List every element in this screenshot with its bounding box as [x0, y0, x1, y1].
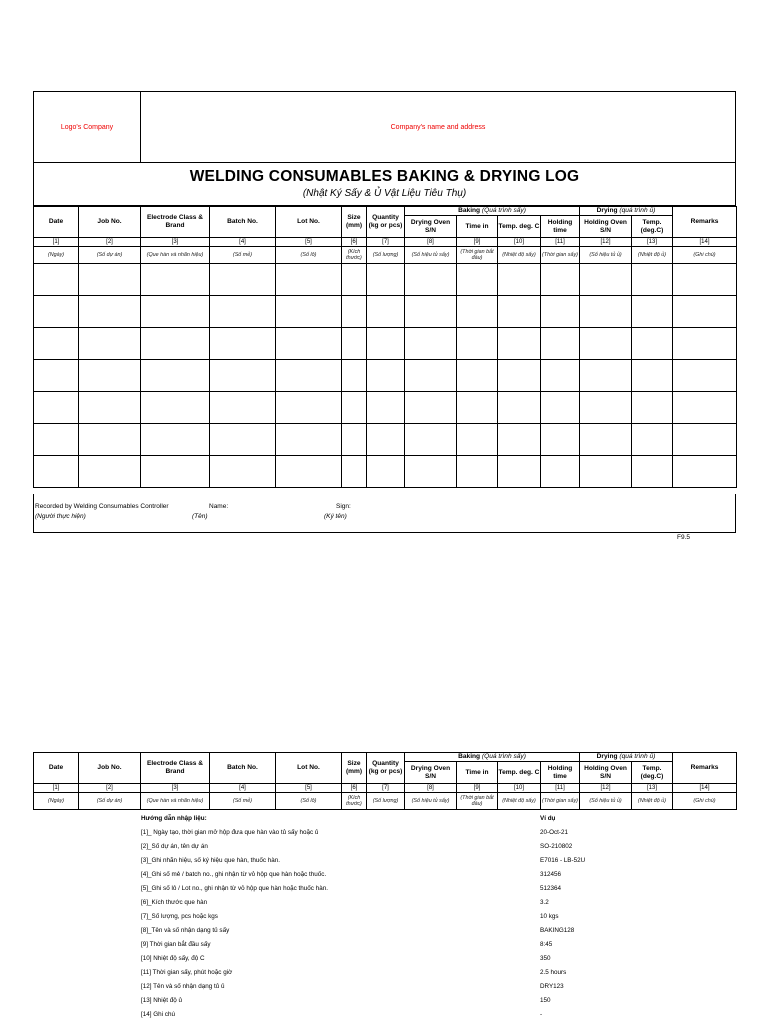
- column-number-row: [34, 784, 737, 793]
- guide-desc: [5]_Ghi số lô / Lot no., ghi nhận từ vỏ hộp que hàn hoặc thuốc hàn.: [141, 885, 328, 892]
- col-batch-no: Batch No.: [210, 207, 276, 238]
- col-number: [7]: [367, 784, 405, 793]
- col-number: [4]: [210, 238, 276, 247]
- reference-table: [33, 752, 737, 810]
- table-cell[interactable]: [141, 392, 210, 424]
- guide-desc: [14] Ghi chú: [141, 1011, 175, 1018]
- table-cell[interactable]: [34, 264, 79, 296]
- col-vn-label: (Số dự án): [79, 247, 141, 264]
- form-subtitle: (Nhật Ký Sấy & Ủ Vật Liệu Tiêu Thụ): [302, 188, 467, 199]
- table-row: [34, 296, 737, 328]
- col-vn-label: (Số lượng): [367, 793, 405, 810]
- table-cell[interactable]: [580, 456, 632, 488]
- group-drying-vn: (quá trình ủ): [619, 753, 656, 760]
- table-cell[interactable]: [276, 360, 342, 392]
- table-cell[interactable]: [457, 328, 498, 360]
- col-vn-label: (Ngày): [34, 793, 79, 810]
- table-cell[interactable]: [580, 392, 632, 424]
- group-drying-vn: (quá trình ủ): [619, 207, 656, 214]
- table-cell[interactable]: [367, 424, 405, 456]
- col-lot-no: Lot No.: [276, 207, 342, 238]
- col-number: [5]: [276, 784, 342, 793]
- recorded-by-label: Recorded by Welding Consumables Controller: [35, 503, 169, 510]
- table-cell[interactable]: [79, 456, 141, 488]
- col-vn-label: (Số hiệu tủ ủ): [580, 247, 632, 264]
- table-cell[interactable]: [141, 296, 210, 328]
- vietnamese-label-row: [34, 793, 737, 810]
- guide-desc: [10] Nhiệt độ sấy, độ C: [141, 955, 205, 962]
- col-vn-label: (Thời gian bắt đầu): [457, 247, 498, 264]
- table-cell[interactable]: [541, 392, 580, 424]
- guide-desc: [3]_Ghi nhãn hiệu, số ký hiệu que hàn, thuốc hàn.: [141, 857, 280, 864]
- col-job-no: Job No.: [79, 753, 141, 784]
- table-cell[interactable]: [141, 456, 210, 488]
- table-cell[interactable]: [632, 392, 673, 424]
- col-drying-oven: Drying Oven S/N: [405, 762, 457, 784]
- table-cell[interactable]: [276, 328, 342, 360]
- table-cell[interactable]: [405, 456, 457, 488]
- table-cell[interactable]: [342, 328, 367, 360]
- table-cell[interactable]: [367, 392, 405, 424]
- col-temp-drying: Temp. (deg.C): [632, 762, 673, 784]
- table-cell[interactable]: [632, 456, 673, 488]
- col-vn-label: (Que hàn và nhãn hiệu): [141, 793, 210, 810]
- table-cell[interactable]: [210, 264, 276, 296]
- table-cell[interactable]: [367, 328, 405, 360]
- col-job-no: Job No.: [79, 207, 141, 238]
- table-cell[interactable]: [673, 392, 737, 424]
- table-cell[interactable]: [498, 360, 541, 392]
- table-cell[interactable]: [79, 424, 141, 456]
- table-cell[interactable]: [79, 296, 141, 328]
- guide-example: SO-210802: [540, 843, 573, 850]
- table-cell[interactable]: [632, 328, 673, 360]
- table-cell[interactable]: [673, 424, 737, 456]
- group-baking-label: Baking: [458, 207, 481, 214]
- col-number: [8]: [405, 784, 457, 793]
- col-remarks: Remarks: [673, 207, 737, 238]
- guide-desc: [7]_Số lượng, pcs hoặc kgs: [141, 913, 218, 920]
- guide-example: 150: [540, 997, 551, 1004]
- group-drying-label: Drying: [596, 753, 618, 760]
- guide-row: [33, 913, 736, 925]
- table-cell[interactable]: [457, 456, 498, 488]
- form-code: F9.5: [677, 534, 691, 541]
- guide-example: E7016 - LB-52U: [540, 857, 586, 864]
- form-title: WELDING CONSUMABLES BAKING & DRYING LOG: [189, 168, 580, 185]
- col-holding-oven: Holding Oven S/N: [580, 216, 632, 238]
- guide-desc: [13] Nhiệt độ ủ: [141, 997, 182, 1004]
- vietnamese-label-row: [34, 247, 737, 264]
- col-temp-drying: Temp. (deg.C): [632, 216, 673, 238]
- col-number: [5]: [276, 238, 342, 247]
- table-cell[interactable]: [141, 424, 210, 456]
- table-row: [34, 392, 737, 424]
- col-number: [11]: [541, 238, 580, 247]
- table-cell[interactable]: [632, 264, 673, 296]
- table-cell[interactable]: [367, 360, 405, 392]
- table-cell[interactable]: [405, 296, 457, 328]
- table-cell[interactable]: [210, 328, 276, 360]
- guide-example: 3.2: [540, 899, 549, 906]
- guide-desc: [2]_Số dự án, tên dự án: [141, 843, 208, 850]
- table-cell[interactable]: [405, 424, 457, 456]
- table-cell[interactable]: [342, 264, 367, 296]
- table-cell[interactable]: [580, 360, 632, 392]
- col-date: Date: [34, 753, 79, 784]
- table-row: [34, 456, 737, 488]
- guide-row: [33, 857, 736, 869]
- table-cell[interactable]: [276, 424, 342, 456]
- group-baking: [405, 753, 580, 762]
- table-cell[interactable]: [457, 424, 498, 456]
- col-number: [14]: [673, 784, 737, 793]
- col-number: [1]: [34, 238, 79, 247]
- table-cell[interactable]: [580, 264, 632, 296]
- col-vn-label: (Số lượng): [367, 247, 405, 264]
- column-number-row: [34, 238, 737, 247]
- table-cell[interactable]: [141, 360, 210, 392]
- col-vn-label: (Số mẻ): [210, 793, 276, 810]
- col-vn-label: (Số hiệu tủ sấy): [405, 793, 457, 810]
- guide-row: [33, 899, 736, 911]
- col-number: [8]: [405, 238, 457, 247]
- guide-row: [33, 983, 736, 995]
- col-remarks: Remarks: [673, 753, 737, 784]
- col-number: [10]: [498, 784, 541, 793]
- col-quantity: Quantity (kg or pcs): [367, 753, 405, 784]
- guide-row: [33, 871, 736, 883]
- col-drying-oven: Drying Oven S/N: [405, 216, 457, 238]
- table-cell[interactable]: [457, 392, 498, 424]
- guide-row: [33, 843, 736, 855]
- table-cell[interactable]: [498, 328, 541, 360]
- table-cell[interactable]: [34, 456, 79, 488]
- guide-example: -: [540, 1011, 543, 1018]
- col-vn-label: (Nhiệt độ sấy): [498, 247, 541, 264]
- table-cell[interactable]: [673, 296, 737, 328]
- table-cell[interactable]: [141, 328, 210, 360]
- guide-row: [33, 997, 736, 1009]
- group-baking: [405, 207, 580, 216]
- table-cell[interactable]: [405, 360, 457, 392]
- guide-desc: [12] Tên và số nhận dạng tủ ủ: [141, 983, 225, 990]
- table-cell[interactable]: [34, 360, 79, 392]
- table-cell[interactable]: [367, 264, 405, 296]
- col-vn-label: (Ghi chú): [673, 793, 737, 810]
- guide-row: [33, 927, 736, 939]
- table-row: [34, 424, 737, 456]
- table-cell[interactable]: [79, 328, 141, 360]
- table-cell[interactable]: [210, 424, 276, 456]
- guide-row: [33, 955, 736, 967]
- company-logo-placeholder: Logo's Company: [34, 92, 141, 163]
- sign-vn: (Ký tên): [324, 513, 347, 520]
- col-vn-label: (Số dự án): [79, 793, 141, 810]
- table-cell[interactable]: [342, 456, 367, 488]
- col-date: Date: [34, 207, 79, 238]
- group-baking-vn: (Quá trình sấy): [481, 753, 526, 760]
- col-vn-label: (Ngày): [34, 247, 79, 264]
- guide-example: 8:45: [540, 941, 553, 948]
- col-number: [11]: [541, 784, 580, 793]
- col-vn-label: (Nhiệt độ ủ): [632, 247, 673, 264]
- col-vn-label: (Kích thước): [342, 247, 367, 264]
- col-temp-baking: Temp. deg. C: [498, 216, 541, 238]
- col-electrode-class: Electrode Class & Brand: [141, 753, 210, 784]
- col-number: [14]: [673, 238, 737, 247]
- guide-desc: [8]_Tên và số nhận dạng tủ sấy: [141, 927, 230, 934]
- col-time-in: Time in: [457, 216, 498, 238]
- table-cell[interactable]: [498, 424, 541, 456]
- table-cell[interactable]: [498, 264, 541, 296]
- table-cell[interactable]: [34, 424, 79, 456]
- col-vn-label: (Thời gian sấy): [541, 247, 580, 264]
- table-cell[interactable]: [457, 360, 498, 392]
- col-number: [6]: [342, 238, 367, 247]
- sign-label: Sign:: [336, 503, 351, 510]
- table-cell[interactable]: [79, 264, 141, 296]
- table-cell[interactable]: [79, 392, 141, 424]
- col-number: [3]: [141, 784, 210, 793]
- table-cell[interactable]: [210, 392, 276, 424]
- table-cell[interactable]: [541, 360, 580, 392]
- col-holding-time: Holding time: [541, 216, 580, 238]
- table-cell[interactable]: [79, 360, 141, 392]
- guide-example: 512364: [540, 885, 562, 892]
- guide-row: [33, 829, 736, 841]
- guide-example: 20-Oct-21: [540, 829, 568, 836]
- name-vn: (Tên): [192, 513, 208, 520]
- col-size: Size (mm): [342, 207, 367, 238]
- group-baking-label: Baking: [458, 753, 481, 760]
- group-drying: [580, 753, 673, 762]
- col-vn-label: (Kích thước): [342, 793, 367, 810]
- col-vn-label: (Ghi chú): [673, 247, 737, 264]
- group-drying-label: Drying: [596, 207, 618, 214]
- col-number: [13]: [632, 784, 673, 793]
- guide-row: [33, 885, 736, 897]
- table-row: [34, 360, 737, 392]
- table-cell[interactable]: [632, 424, 673, 456]
- col-vn-label: (Nhiệt độ ủ): [632, 793, 673, 810]
- table-cell[interactable]: [498, 296, 541, 328]
- table-cell[interactable]: [405, 392, 457, 424]
- guide-example: DRY123: [540, 983, 564, 990]
- table-cell[interactable]: [342, 296, 367, 328]
- table-cell[interactable]: [673, 328, 737, 360]
- col-number: [12]: [580, 238, 632, 247]
- guide-example: 2.5 hours: [540, 969, 567, 976]
- table-cell[interactable]: [276, 264, 342, 296]
- table-cell[interactable]: [541, 328, 580, 360]
- col-holding-oven: Holding Oven S/N: [580, 762, 632, 784]
- col-vn-label: (Số mẻ): [210, 247, 276, 264]
- table-cell[interactable]: [541, 456, 580, 488]
- guide-example: 312456: [540, 871, 562, 878]
- table-cell[interactable]: [580, 328, 632, 360]
- table-cell[interactable]: [632, 296, 673, 328]
- table-cell[interactable]: [498, 392, 541, 424]
- col-vn-label: (Số lô): [276, 247, 342, 264]
- col-vn-label: (Số lô): [276, 793, 342, 810]
- table-cell[interactable]: [457, 296, 498, 328]
- signature-footer: [33, 494, 736, 533]
- col-temp-baking: Temp. deg. C: [498, 762, 541, 784]
- guide-example: 10 kgs: [540, 913, 559, 920]
- col-number: [2]: [79, 784, 141, 793]
- guide-row: [33, 941, 736, 953]
- table-cell[interactable]: [342, 424, 367, 456]
- table-cell[interactable]: [34, 296, 79, 328]
- guide-desc: [6]_Kích thước que hàn: [141, 899, 208, 906]
- table-cell[interactable]: [673, 264, 737, 296]
- col-vn-label: (Số hiệu tủ sấy): [405, 247, 457, 264]
- table-cell[interactable]: [210, 296, 276, 328]
- table-cell[interactable]: [210, 456, 276, 488]
- table-cell[interactable]: [367, 456, 405, 488]
- table-cell[interactable]: [580, 296, 632, 328]
- col-number: [7]: [367, 238, 405, 247]
- table-cell[interactable]: [673, 456, 737, 488]
- col-lot-no: Lot No.: [276, 753, 342, 784]
- col-vn-label: (Thời gian bắt đầu): [457, 793, 498, 810]
- log-table: [33, 206, 737, 488]
- table-cell[interactable]: [342, 392, 367, 424]
- col-number: [1]: [34, 784, 79, 793]
- guide-desc: [1]_ Ngày tạo, thời gian mở hộp đưa que hàn vào tủ sấy hoặc ủ: [141, 829, 319, 836]
- table-cell[interactable]: [541, 264, 580, 296]
- guide-example: BAKING128: [540, 927, 575, 934]
- col-electrode-class: Electrode Class & Brand: [141, 207, 210, 238]
- col-number: [13]: [632, 238, 673, 247]
- table-cell[interactable]: [141, 264, 210, 296]
- table-cell[interactable]: [276, 456, 342, 488]
- table-row: [34, 264, 737, 296]
- example-heading: Ví dụ: [540, 815, 556, 822]
- table-cell[interactable]: [405, 264, 457, 296]
- col-vn-label: (Thời gian sấy): [541, 793, 580, 810]
- guide-heading-row: [33, 815, 736, 827]
- col-number: [9]: [457, 784, 498, 793]
- col-number: [10]: [498, 238, 541, 247]
- col-batch-no: Batch No.: [210, 753, 276, 784]
- table-cell[interactable]: [498, 456, 541, 488]
- table-cell[interactable]: [34, 392, 79, 424]
- col-number: [4]: [210, 784, 276, 793]
- col-time-in: Time in: [457, 762, 498, 784]
- table-cell[interactable]: [367, 296, 405, 328]
- col-number: [2]: [79, 238, 141, 247]
- guide-desc: [4]_Ghi số mẻ / batch no., ghi nhận từ vỏ hộp que hàn hoặc thuốc.: [141, 871, 327, 878]
- col-number: [9]: [457, 238, 498, 247]
- table-cell[interactable]: [457, 264, 498, 296]
- recorded-by-vn: (Người thực hiện): [35, 513, 86, 520]
- table-cell[interactable]: [541, 424, 580, 456]
- group-baking-vn: (Quá trình sấy): [481, 207, 526, 214]
- col-size: Size (mm): [342, 753, 367, 784]
- col-holding-time: Holding time: [541, 762, 580, 784]
- col-quantity: Quantity (kg or pcs): [367, 207, 405, 238]
- col-number: [6]: [342, 784, 367, 793]
- table-cell[interactable]: [210, 360, 276, 392]
- group-drying: [580, 207, 673, 216]
- table-cell[interactable]: [541, 296, 580, 328]
- table-row: [34, 328, 737, 360]
- guide-row: [33, 1011, 736, 1023]
- table-cell[interactable]: [673, 360, 737, 392]
- col-vn-label: (Nhiệt độ sấy): [498, 793, 541, 810]
- table-cell[interactable]: [632, 360, 673, 392]
- form-header: [33, 91, 736, 206]
- table-cell[interactable]: [34, 328, 79, 360]
- col-number: [3]: [141, 238, 210, 247]
- guide-desc: [11] Thời gian sấy, phút hoặc giờ: [141, 969, 233, 976]
- name-label: Name:: [209, 503, 229, 510]
- table-cell[interactable]: [580, 424, 632, 456]
- guide-desc: [9] Thời gian bắt đầu sấy: [141, 941, 211, 948]
- company-name-address: Company's name and address: [141, 92, 735, 163]
- table-cell[interactable]: [405, 328, 457, 360]
- col-vn-label: (Que hàn và nhãn hiệu): [141, 247, 210, 264]
- col-number: [12]: [580, 784, 632, 793]
- guide-example: 350: [540, 955, 551, 962]
- guide-row: [33, 969, 736, 981]
- guide-heading: Hướng dẫn nhập liệu:: [141, 815, 207, 822]
- col-vn-label: (Số hiệu tủ ủ): [580, 793, 632, 810]
- table-cell[interactable]: [342, 360, 367, 392]
- table-cell[interactable]: [276, 392, 342, 424]
- table-cell[interactable]: [276, 296, 342, 328]
